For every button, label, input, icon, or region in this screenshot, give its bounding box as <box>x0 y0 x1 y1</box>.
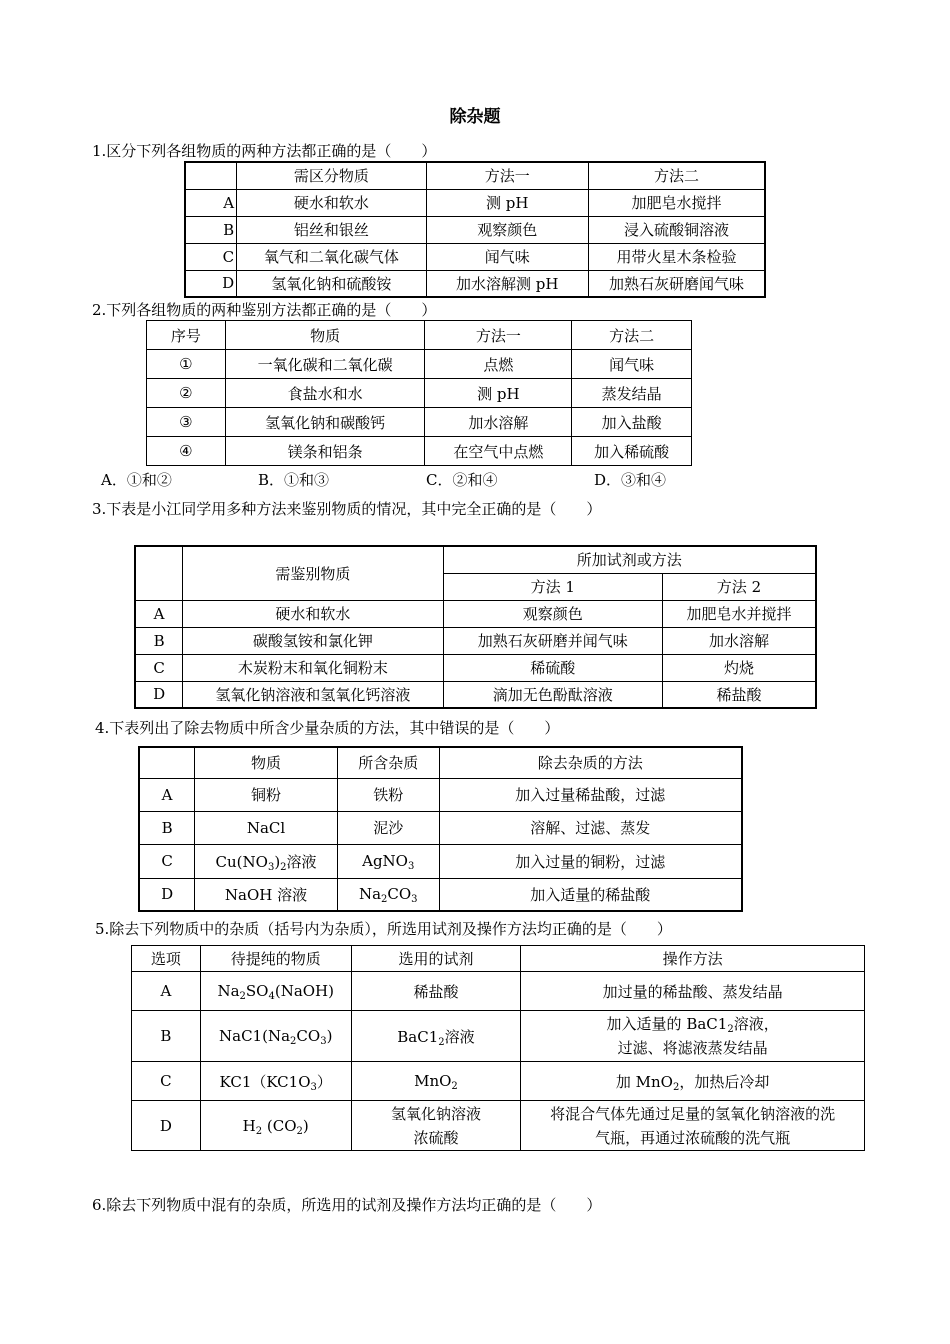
table-cell: 加水溶解 <box>662 627 816 654</box>
table-cell: 加水溶解 <box>425 408 572 437</box>
table-cell: D <box>135 681 183 708</box>
table-cell: B <box>132 1011 201 1062</box>
formula-subscript: 3 <box>310 1081 317 1093</box>
table-cell: 加过量的稀盐酸、蒸发结晶 <box>521 972 865 1011</box>
table-cell <box>195 844 338 878</box>
cell-line <box>521 1012 864 1036</box>
answer-option: B．①和③ <box>258 471 330 489</box>
table-row <box>147 408 692 437</box>
formula-text: ) <box>326 1027 333 1045</box>
table-header-row <box>185 162 765 189</box>
formula-text: SO <box>245 982 269 1000</box>
table-row <box>135 600 816 627</box>
table-cell: 铝丝和银丝 <box>237 216 426 243</box>
table-cell: 加肥皂水并搅拌 <box>662 600 816 627</box>
table-cell: 测 pH <box>426 189 588 216</box>
question-3-table <box>134 545 817 709</box>
table-row <box>185 243 765 270</box>
table-cell: 加肥皂水搅拌 <box>588 189 765 216</box>
table-header: 除去杂质的方法 <box>439 747 742 778</box>
formula-text: H <box>242 1116 256 1135</box>
answer-option: A．①和② <box>101 471 172 489</box>
formula-subscript: 2 <box>290 1036 297 1047</box>
formula-text: 溶液， <box>733 1015 779 1033</box>
table-row <box>185 270 765 297</box>
table-row <box>132 1062 865 1101</box>
table-header <box>135 546 183 600</box>
table-cell: 溶解、过滤、蒸发 <box>439 811 742 844</box>
table-cell: 稀盐酸 <box>351 972 521 1011</box>
table-cell: 碳酸氢铵和氯化钾 <box>183 627 443 654</box>
table-header-row <box>147 321 692 350</box>
table-cell: 氧气和二氧化碳气体 <box>237 243 426 270</box>
table-cell: B <box>185 216 237 243</box>
cell-line: 将混合气体先通过足量的氢氧化钠溶液的洗 <box>550 1104 836 1123</box>
table-cell <box>200 1101 351 1151</box>
formula-text: ) <box>302 1116 309 1135</box>
table-cell: C <box>139 844 195 878</box>
table-cell: 观察颜色 <box>426 216 588 243</box>
table-cell: D <box>185 270 237 297</box>
table-cell <box>200 1011 351 1062</box>
formula-text: Cu(NO <box>215 852 268 871</box>
table-cell: 铁粉 <box>337 778 439 811</box>
question-5-table <box>131 945 865 1151</box>
table-header: 选用的试剂 <box>351 946 521 972</box>
question-6-stem: 6.除去下列物质中混有的杂质，所选用的试剂及操作方法均正确的是（ ） <box>92 1196 602 1214</box>
table-cell: 稀盐酸 <box>662 681 816 708</box>
table-header: 操作方法 <box>521 946 865 972</box>
table-cell <box>351 1062 521 1101</box>
table-cell: C <box>132 1062 201 1101</box>
table-cell: 蒸发结晶 <box>572 379 692 408</box>
question-3-stem: 3.下表是小江同学用多种方法来鉴别物质的情况，其中完全正确的是（ ） <box>92 500 602 518</box>
table-cell: 滴加无色酚酞溶液 <box>443 681 662 708</box>
table-cell <box>351 1011 521 1062</box>
table-row <box>132 1011 865 1062</box>
table-cell: 稀硫酸 <box>443 654 662 681</box>
table-cell: 氢氧化钠和碳酸钙 <box>225 408 425 437</box>
formula-text: NaC1(Na <box>219 1027 291 1045</box>
question-2-stem: 2.下列各组物质的两种鉴别方法都正确的是（ ） <box>92 301 437 319</box>
formula-text: ) <box>274 852 281 871</box>
table-cell: 加入盐酸 <box>572 408 692 437</box>
table-cell: 加入过量的铜粉，过滤 <box>439 844 742 878</box>
table-cell: 铜粉 <box>195 778 338 811</box>
table-row <box>185 216 765 243</box>
table-row <box>147 437 692 466</box>
table-cell: C <box>185 243 237 270</box>
formula-subscript: 2 <box>381 894 388 906</box>
formula-text: 溶液 <box>444 1027 475 1046</box>
table-cell: 闻气味 <box>426 243 588 270</box>
formula-text: ） <box>316 1072 332 1091</box>
question-5-stem: 5.除去下列物质中的杂质（括号内为杂质），所选用试剂及操作方法均正确的是（ ） <box>95 920 672 938</box>
formula-subscript: 3 <box>411 894 418 906</box>
formula-subscript: 3 <box>267 861 275 873</box>
formula-subscript: 2 <box>451 1081 458 1092</box>
table-cell: ① <box>147 350 226 379</box>
table-cell: 加熟石灰研磨并闻气味 <box>443 627 662 654</box>
table-cell: 用带火星木条检验 <box>588 243 765 270</box>
table-header: 方法二 <box>572 321 692 350</box>
table-header-row <box>135 546 816 573</box>
table-cell <box>521 1062 865 1101</box>
formula-text: CO <box>387 885 412 904</box>
formula-text: Na <box>358 885 382 904</box>
cell-line: 浓硫酸 <box>413 1128 459 1147</box>
table-header: 需鉴别物质 <box>183 546 443 600</box>
table-cell: 硬水和软水 <box>237 189 426 216</box>
formula-subscript: 2 <box>672 1081 680 1093</box>
formula-subscript: 3 <box>407 861 415 872</box>
table-row <box>135 654 816 681</box>
table-cell <box>200 972 351 1011</box>
table-cell: ② <box>147 379 226 408</box>
page-title: 除杂题 <box>449 107 501 127</box>
table-cell: 观察颜色 <box>443 600 662 627</box>
table-cell: A <box>185 189 237 216</box>
formula-text: (CO <box>262 1116 297 1135</box>
table-header: 选项 <box>132 946 201 972</box>
table-cell: C <box>135 654 183 681</box>
table-row <box>139 811 742 844</box>
formula-text: (NaOH) <box>274 982 334 1000</box>
table-cell: A <box>132 972 201 1011</box>
table-header: 物质 <box>225 321 425 350</box>
formula-subscript: 2 <box>727 1024 734 1035</box>
formula-text: KC1（KC1O <box>219 1072 311 1091</box>
table-row <box>139 778 742 811</box>
table-cell: 硬水和软水 <box>183 600 443 627</box>
table-header-row <box>139 747 742 778</box>
table-header: 物质 <box>195 747 338 778</box>
table-row <box>135 681 816 708</box>
table-header: 所含杂质 <box>337 747 439 778</box>
table-cell: 浸入硫酸铜溶液 <box>588 216 765 243</box>
table-cell: 加入稀硫酸 <box>572 437 692 466</box>
formula-text: MnO <box>414 1072 452 1090</box>
question-4-table <box>138 746 743 912</box>
table-cell: 镁条和铝条 <box>225 437 425 466</box>
table-cell: 在空气中点燃 <box>425 437 572 466</box>
table-cell: 闻气味 <box>572 350 692 379</box>
table-cell: 氢氧化钠溶液和氢氧化钙溶液 <box>183 681 443 708</box>
table-cell: 氢氧化钠和硫酸铵 <box>237 270 426 297</box>
table-header: 需区分物质 <box>237 162 426 189</box>
table-row <box>139 878 742 911</box>
formula-text: ，加热后冷却 <box>679 1072 770 1091</box>
table-cell: D <box>132 1101 201 1151</box>
cell-line: 过滤、将滤液蒸发结晶 <box>617 1039 768 1057</box>
formula-subscript: 3 <box>320 1036 327 1047</box>
formula-text: BaC1 <box>397 1027 439 1046</box>
table-cell: 加水溶解测 pH <box>426 270 588 297</box>
formula-subscript: 2 <box>296 1125 303 1137</box>
table-header: 方法一 <box>426 162 588 189</box>
formula-subscript: 4 <box>268 991 275 1002</box>
table-row <box>139 844 742 878</box>
table-cell <box>337 844 439 878</box>
table-cell: B <box>135 627 183 654</box>
table-row <box>147 350 692 379</box>
answer-option: C．②和④ <box>426 471 498 489</box>
table-cell: 泥沙 <box>337 811 439 844</box>
table-cell: A <box>139 778 195 811</box>
table-header <box>139 747 195 778</box>
formula-subscript: 2 <box>438 1036 445 1048</box>
table-cell: 点燃 <box>425 350 572 379</box>
table-row <box>185 189 765 216</box>
question-2-table <box>146 320 692 466</box>
table-cell: 木炭粉末和氧化铜粉末 <box>183 654 443 681</box>
table-header: 序号 <box>147 321 226 350</box>
question-1-table <box>184 161 766 298</box>
table-header: 方法 2 <box>662 573 816 600</box>
table-cell <box>521 1101 865 1151</box>
table-cell: ④ <box>147 437 226 466</box>
table-cell <box>351 1101 521 1151</box>
table-cell: 测 pH <box>425 379 572 408</box>
table-cell: A <box>135 600 183 627</box>
answer-option: D．③和④ <box>594 471 667 489</box>
table-row <box>147 379 692 408</box>
table-cell: 食盐水和水 <box>225 379 425 408</box>
table-cell: 加熟石灰研磨闻气味 <box>588 270 765 297</box>
question-4-stem: 4.下表列出了除去物质中所含少量杂质的方法，其中错误的是（ ） <box>95 719 560 737</box>
table-cell <box>200 1062 351 1101</box>
table-row <box>132 972 865 1011</box>
formula-text: 加入适量的 BaC1 <box>606 1015 728 1033</box>
table-cell: 灼烧 <box>662 654 816 681</box>
formula-text: 加 MnO <box>615 1072 673 1091</box>
table-header: 方法一 <box>425 321 572 350</box>
table-cell: 加入适量的稀盐酸 <box>439 878 742 911</box>
table-cell: D <box>139 878 195 911</box>
table-header-row <box>132 946 865 972</box>
table-cell: ③ <box>147 408 226 437</box>
table-cell: 一氧化碳和二氧化碳 <box>225 350 425 379</box>
formula-text: AgNO <box>362 852 408 870</box>
table-cell: NaOH 溶液 <box>195 878 338 911</box>
cell-line: 氢氧化钠溶液 <box>390 1104 481 1123</box>
table-header: 方法 1 <box>443 573 662 600</box>
table-row <box>135 627 816 654</box>
table-cell <box>337 878 439 911</box>
table-cell: B <box>139 811 195 844</box>
formula-subscript: 2 <box>255 1125 263 1137</box>
formula-subscript: 2 <box>280 861 287 873</box>
table-row <box>132 1101 865 1151</box>
table-header: 待提纯的物质 <box>200 946 351 972</box>
formula-text: Na <box>217 982 240 1000</box>
table-cell <box>521 1011 865 1062</box>
formula-subscript: 2 <box>239 991 246 1002</box>
formula-text: 溶液 <box>286 852 317 871</box>
cell-line: 气瓶，再通过浓硫酸的洗气瓶 <box>595 1128 791 1147</box>
question-1-stem: 1.区分下列各组物质的两种方法都正确的是（ ） <box>92 142 437 160</box>
table-header: 方法二 <box>588 162 765 189</box>
formula-text: CO <box>296 1027 321 1045</box>
table-header <box>185 162 237 189</box>
table-header: 所加试剂或方法 <box>443 546 816 573</box>
table-cell: 加入过量稀盐酸，过滤 <box>439 778 742 811</box>
table-cell: NaCl <box>195 811 338 844</box>
